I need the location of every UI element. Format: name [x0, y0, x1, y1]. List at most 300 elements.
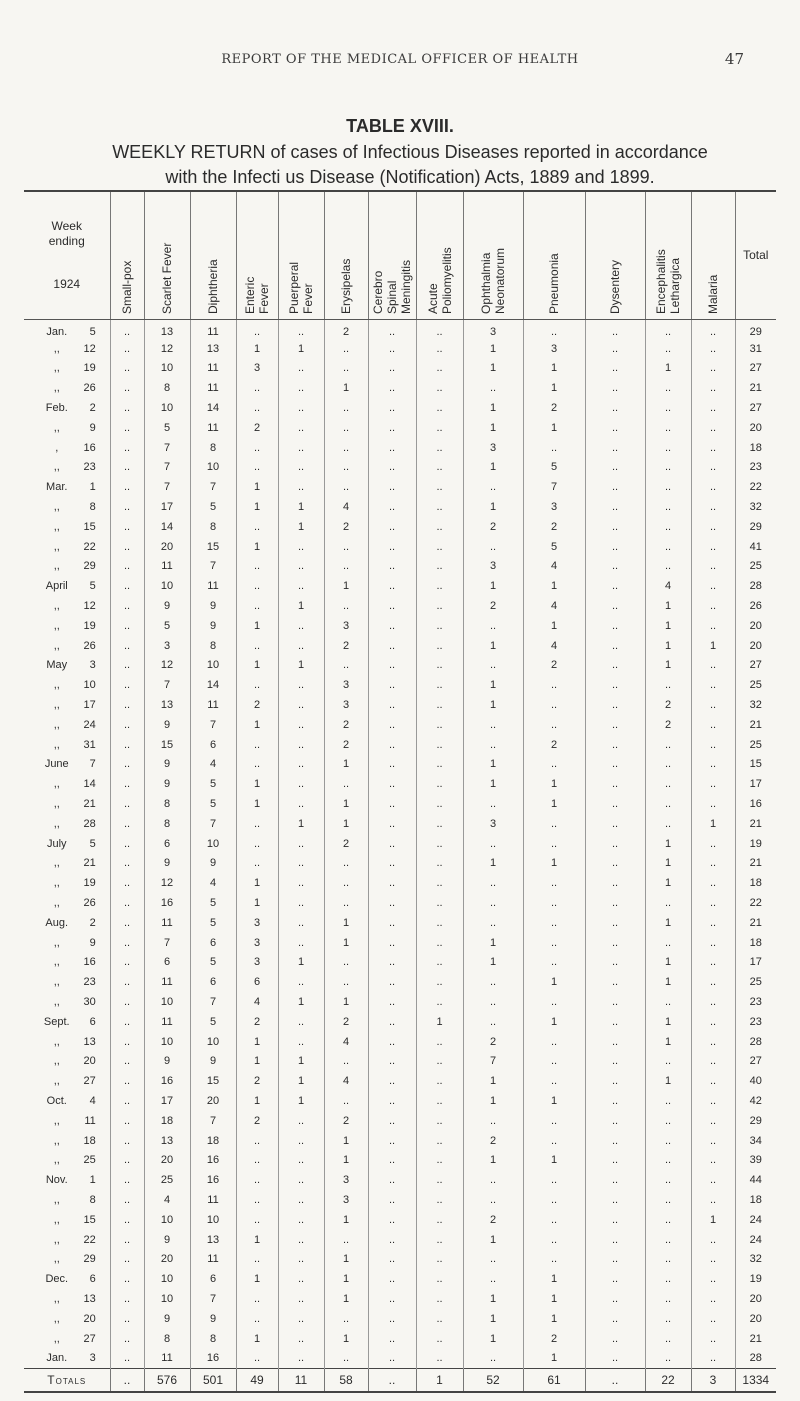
table-row	[24, 794, 776, 814]
week-month: Nov.	[45, 1174, 68, 1187]
table-cell: ..	[585, 1150, 645, 1170]
table-row	[24, 715, 776, 735]
table-cell: 25	[144, 1170, 190, 1190]
week-month: ,,	[53, 1312, 60, 1325]
table-cell: 2	[324, 1012, 368, 1032]
table-cell: ..	[236, 636, 278, 656]
table-cell: 1	[463, 1230, 523, 1250]
table-cell: ..	[645, 418, 691, 438]
week-day: 21	[83, 857, 96, 870]
table-cell: ..	[110, 1071, 144, 1091]
week-ending-cell	[24, 755, 110, 775]
week-day: 13	[83, 1035, 96, 1048]
table-cell: 13	[144, 319, 190, 339]
table-cell: ..	[691, 1051, 735, 1071]
week-ending-cell	[24, 398, 110, 418]
table-cell: 2	[324, 319, 368, 339]
table-cell: ..	[416, 1309, 463, 1329]
table-cell: ..	[278, 933, 324, 953]
table-cell: ..	[645, 1111, 691, 1131]
table-cell: 1	[645, 636, 691, 656]
table-cell: ..	[278, 675, 324, 695]
row-total-cell: 17	[735, 953, 776, 973]
table-cell: ..	[691, 774, 735, 794]
table-row	[24, 854, 776, 874]
week-month: ,,	[53, 817, 60, 830]
table-cell: ..	[416, 1190, 463, 1210]
table-cell: ..	[691, 1309, 735, 1329]
table-cell: ..	[368, 438, 416, 458]
week-month: ,,	[53, 619, 60, 632]
table-cell: ..	[416, 1111, 463, 1131]
table-cell: ..	[278, 854, 324, 874]
table-cell: 2	[463, 1032, 523, 1052]
table-cell: ..	[523, 715, 585, 735]
table-cell: ..	[585, 398, 645, 418]
table-cell: ..	[236, 557, 278, 577]
page-header: REPORT OF THE MEDICAL OFFICER OF HEALTH	[221, 52, 579, 67]
table-cell: ..	[110, 398, 144, 418]
table-cell: 1	[278, 1071, 324, 1091]
table-cell: ..	[645, 339, 691, 359]
table-cell: 8	[190, 636, 236, 656]
table-cell: ..	[645, 1309, 691, 1329]
table-cell: ..	[368, 497, 416, 517]
row-total-cell: 20	[735, 636, 776, 656]
table-cell: 12	[144, 656, 190, 676]
table-cell: ..	[691, 755, 735, 775]
row-total-cell: 27	[735, 359, 776, 379]
table-cell: ..	[278, 1249, 324, 1269]
table-cell: ..	[368, 1032, 416, 1052]
table-cell: ..	[416, 1210, 463, 1230]
week-month: ,,	[53, 936, 60, 949]
table-cell: ..	[416, 953, 463, 973]
table-cell: ..	[110, 359, 144, 379]
table-cell: ..	[278, 794, 324, 814]
totals-cell: 22	[645, 1368, 691, 1392]
table-cell: 1	[523, 359, 585, 379]
week-ending-cell	[24, 1289, 110, 1309]
table-cell: ..	[368, 477, 416, 497]
table-cell: ..	[278, 636, 324, 656]
table-cell: ..	[463, 1269, 523, 1289]
table-cell: 11	[144, 972, 190, 992]
week-month: ,,	[53, 501, 60, 514]
table-row	[24, 636, 776, 656]
table-cell: 2	[645, 715, 691, 735]
table-cell: ..	[585, 636, 645, 656]
table-cell: 3	[523, 339, 585, 359]
table-cell: ..	[645, 735, 691, 755]
table-cell: 10	[144, 992, 190, 1012]
table-cell: ..	[278, 1230, 324, 1250]
table-cell: 7	[190, 557, 236, 577]
table-cell: 12	[144, 873, 190, 893]
table-cell: ..	[463, 893, 523, 913]
row-total-cell: 17	[735, 774, 776, 794]
week-month: ,,	[53, 718, 60, 731]
table-cell: ..	[278, 1111, 324, 1131]
week-ending-cell	[24, 1091, 110, 1111]
table-cell: 1	[278, 656, 324, 676]
table-cell: ..	[278, 557, 324, 577]
table-cell: 7	[144, 675, 190, 695]
table-row	[24, 834, 776, 854]
table-cell: ..	[368, 359, 416, 379]
week-month: ,,	[53, 520, 60, 533]
table-cell: ..	[416, 477, 463, 497]
table-row	[24, 873, 776, 893]
table-cell: ..	[278, 755, 324, 775]
table-cell: 8	[144, 1329, 190, 1349]
table-cell: 2	[236, 1012, 278, 1032]
table-cell: ..	[645, 1051, 691, 1071]
table-cell: ..	[585, 576, 645, 596]
table-row	[24, 656, 776, 676]
table-cell: ..	[236, 378, 278, 398]
table-cell: ..	[416, 1170, 463, 1190]
table-cell: ..	[110, 1170, 144, 1190]
table-cell: ..	[585, 1249, 645, 1269]
table-cell: ..	[691, 933, 735, 953]
table-cell: ..	[463, 794, 523, 814]
table-cell: 4	[236, 992, 278, 1012]
week-day: 15	[83, 1213, 96, 1226]
subtitle-line-1: WEEKLY RETURN of cases of Infectious Diseases reported in accordance	[112, 142, 708, 162]
week-month: ,,	[53, 600, 60, 613]
table-header-row	[24, 191, 776, 319]
table-cell: ..	[416, 359, 463, 379]
table-cell: ..	[645, 1249, 691, 1269]
table-cell: ..	[691, 616, 735, 636]
table-cell: ..	[585, 1091, 645, 1111]
table-row	[24, 557, 776, 577]
table-cell: ..	[691, 537, 735, 557]
table-cell: ..	[416, 992, 463, 1012]
table-cell: 8	[144, 814, 190, 834]
table-cell: 1	[463, 576, 523, 596]
table-cell: ..	[523, 438, 585, 458]
table-cell: ..	[585, 933, 645, 953]
week-month: ,,	[53, 1253, 60, 1266]
table-cell: ..	[416, 596, 463, 616]
totals-cell: 61	[523, 1368, 585, 1392]
table-cell: 4	[324, 1071, 368, 1091]
table-cell: ..	[324, 477, 368, 497]
week-month: ,,	[53, 1035, 60, 1048]
table-cell: 1	[463, 359, 523, 379]
table-cell: 11	[190, 418, 236, 438]
table-cell: ..	[463, 537, 523, 557]
col-scarlet-fever: Scarlet Fever	[144, 191, 190, 319]
week-day: 20	[83, 1312, 96, 1325]
table-cell: ..	[236, 675, 278, 695]
week-ending-cell	[24, 576, 110, 596]
table-cell: ..	[691, 1150, 735, 1170]
table-cell: ..	[110, 834, 144, 854]
table-cell: 2	[523, 735, 585, 755]
table-cell: ..	[463, 477, 523, 497]
table-cell: 1	[236, 1032, 278, 1052]
table-cell: 3	[236, 913, 278, 933]
table-cell: ..	[416, 774, 463, 794]
table-cell: 7	[144, 933, 190, 953]
table-cell: 5	[144, 418, 190, 438]
week-month: June	[44, 758, 69, 771]
table-cell: 3	[236, 933, 278, 953]
page-number: 47	[724, 50, 744, 68]
week-day: 1	[89, 1174, 96, 1187]
table-cell: ..	[278, 418, 324, 438]
table-cell: 1	[324, 378, 368, 398]
week-ending-cell	[24, 458, 110, 478]
table-cell: ..	[645, 438, 691, 458]
week-month: ,,	[53, 1292, 60, 1305]
table-row	[24, 517, 776, 537]
week-day: 14	[83, 778, 96, 791]
table-cell: ..	[110, 972, 144, 992]
row-total-cell: 20	[735, 1289, 776, 1309]
table-cell: ..	[523, 834, 585, 854]
table-row	[24, 1012, 776, 1032]
week-day: 30	[83, 995, 96, 1008]
table-row	[24, 1269, 776, 1289]
col-puerperal-fever: Puerperal Fever	[278, 191, 324, 319]
table-cell: ..	[110, 913, 144, 933]
row-total-cell: 39	[735, 1150, 776, 1170]
table-cell: ..	[110, 1210, 144, 1230]
table-cell: ..	[278, 735, 324, 755]
table-cell: 1	[523, 854, 585, 874]
table-cell: ..	[416, 458, 463, 478]
table-cell: ..	[236, 1289, 278, 1309]
table-cell: 4	[324, 1032, 368, 1052]
table-cell: ..	[278, 715, 324, 735]
table-cell: ..	[645, 1091, 691, 1111]
table-cell: 1	[278, 339, 324, 359]
week-month: ,,	[53, 1233, 60, 1246]
table-cell: ..	[691, 913, 735, 933]
table-cell: ..	[416, 675, 463, 695]
table-cell: ..	[416, 854, 463, 874]
row-total-cell: 41	[735, 537, 776, 557]
table-cell: 1	[523, 576, 585, 596]
table-cell: 1	[523, 794, 585, 814]
week-day: 26	[83, 897, 96, 909]
week-month: ,,	[53, 976, 60, 989]
table-cell: ..	[368, 755, 416, 775]
table-row	[24, 1309, 776, 1329]
table-cell: ..	[585, 458, 645, 478]
table-cell: 13	[190, 1230, 236, 1250]
table-cell: 6	[190, 933, 236, 953]
table-cell: ..	[645, 992, 691, 1012]
table-cell: ..	[416, 1091, 463, 1111]
table-cell: ..	[585, 794, 645, 814]
table-cell: ..	[585, 656, 645, 676]
week-ending-cell	[24, 418, 110, 438]
table-cell: ..	[585, 992, 645, 1012]
table-cell: 1	[463, 1150, 523, 1170]
table-cell: ..	[278, 319, 324, 339]
week-ending-cell	[24, 1210, 110, 1230]
table-cell: 1	[324, 913, 368, 933]
table-cell: 1	[278, 953, 324, 973]
table-cell: ..	[278, 378, 324, 398]
table-cell: ..	[110, 1150, 144, 1170]
table-cell: 1	[645, 854, 691, 874]
table-row	[24, 398, 776, 418]
table-cell: ..	[110, 1111, 144, 1131]
table-cell: ..	[236, 458, 278, 478]
table-cell: 3	[463, 319, 523, 339]
table-cell: 11	[190, 359, 236, 379]
table-cell: ..	[324, 1051, 368, 1071]
table-cell: ..	[585, 557, 645, 577]
table-cell: ..	[278, 576, 324, 596]
week-day: 12	[83, 600, 96, 613]
row-total-cell: 29	[735, 319, 776, 339]
week-ending-cell	[24, 735, 110, 755]
week-ending-cell	[24, 1348, 110, 1368]
week-month: ,,	[53, 362, 60, 375]
table-cell: ..	[585, 774, 645, 794]
table-cell: ..	[691, 418, 735, 438]
table-cell: ..	[585, 893, 645, 913]
row-total-cell: 18	[735, 438, 776, 458]
table-cell: 1	[236, 774, 278, 794]
table-cell: ..	[416, 893, 463, 913]
table-cell: 9	[144, 596, 190, 616]
table-cell: 2	[324, 735, 368, 755]
table-cell: ..	[236, 576, 278, 596]
table-cell: ..	[110, 1348, 144, 1368]
table-cell: 3	[463, 557, 523, 577]
table-cell: 10	[190, 656, 236, 676]
table-cell: ..	[691, 735, 735, 755]
table-cell: ..	[324, 972, 368, 992]
table-cell: 6	[190, 735, 236, 755]
table-row	[24, 1150, 776, 1170]
table-cell: ..	[645, 458, 691, 478]
table-cell: ..	[368, 794, 416, 814]
week-ending-cell	[24, 675, 110, 695]
table-row	[24, 695, 776, 715]
table-cell: ..	[110, 715, 144, 735]
table-cell: 2	[523, 398, 585, 418]
week-month: ,,	[53, 956, 60, 969]
table-cell: ..	[691, 873, 735, 893]
week-month: ,,	[53, 699, 60, 712]
table-cell: ..	[368, 1269, 416, 1289]
table-cell: ..	[463, 1170, 523, 1190]
table-cell: ..	[236, 1150, 278, 1170]
table-cell: ..	[585, 1051, 645, 1071]
table-cell: ..	[416, 913, 463, 933]
table-cell: ..	[523, 953, 585, 973]
table-cell: ..	[324, 458, 368, 478]
table-cell: ..	[368, 1170, 416, 1190]
table-cell: ..	[368, 972, 416, 992]
table-cell: ..	[691, 675, 735, 695]
row-total-cell: 22	[735, 893, 776, 913]
table-cell: ..	[463, 972, 523, 992]
table-cell: ..	[585, 596, 645, 616]
table-cell: 6	[236, 972, 278, 992]
table-cell: 8	[190, 438, 236, 458]
table-cell: ..	[110, 596, 144, 616]
col-dysentery: Dysentery	[585, 191, 645, 319]
week-ending-cell	[24, 814, 110, 834]
table-cell: ..	[416, 398, 463, 418]
table-cell: 7	[144, 438, 190, 458]
table-cell: ..	[110, 616, 144, 636]
table-cell: ..	[368, 1289, 416, 1309]
table-cell: ..	[691, 1071, 735, 1091]
row-total-cell: 21	[735, 378, 776, 398]
week-day: 28	[83, 817, 96, 830]
table-cell: ..	[585, 537, 645, 557]
table-cell: ..	[416, 1249, 463, 1269]
table-cell: ..	[691, 695, 735, 715]
table-cell: ..	[110, 735, 144, 755]
table-row	[24, 774, 776, 794]
table-cell: ..	[523, 1230, 585, 1250]
table-cell: 3	[236, 359, 278, 379]
week-day: 22	[83, 540, 96, 553]
table-cell: ..	[645, 557, 691, 577]
table-cell: 2	[324, 715, 368, 735]
week-month: ,,	[53, 560, 60, 573]
week-day: 13	[83, 1292, 96, 1305]
table-row	[24, 1289, 776, 1309]
table-cell: ..	[278, 1012, 324, 1032]
table-cell: 6	[190, 972, 236, 992]
week-day: 18	[83, 1134, 96, 1147]
table-cell: 1	[324, 1289, 368, 1309]
week-ending-cell	[24, 1269, 110, 1289]
table-cell: ..	[324, 893, 368, 913]
table-row	[24, 1249, 776, 1269]
week-ending-cell	[24, 636, 110, 656]
table-cell: ..	[463, 1249, 523, 1269]
table-cell: ..	[463, 378, 523, 398]
table-cell: 1	[523, 1289, 585, 1309]
totals-cell: 52	[463, 1368, 523, 1392]
week-day: 15	[83, 520, 96, 533]
table-cell: ..	[416, 1032, 463, 1052]
table-cell: ..	[324, 557, 368, 577]
week-ending-cell	[24, 893, 110, 913]
week-day: 1	[89, 481, 96, 494]
table-cell: ..	[691, 715, 735, 735]
table-cell: ..	[585, 1190, 645, 1210]
row-total-cell: 24	[735, 1210, 776, 1230]
week-day: 5	[89, 326, 96, 339]
table-cell: ..	[236, 398, 278, 418]
table-cell: ..	[368, 517, 416, 537]
table-cell: 1	[324, 1329, 368, 1349]
table-cell: 5	[190, 913, 236, 933]
table-cell: ..	[368, 1111, 416, 1131]
table-cell: ..	[368, 557, 416, 577]
table-row	[24, 755, 776, 775]
row-total-cell: 21	[735, 913, 776, 933]
table-row	[24, 1329, 776, 1349]
table-cell: ..	[691, 359, 735, 379]
week-ending-cell	[24, 1170, 110, 1190]
